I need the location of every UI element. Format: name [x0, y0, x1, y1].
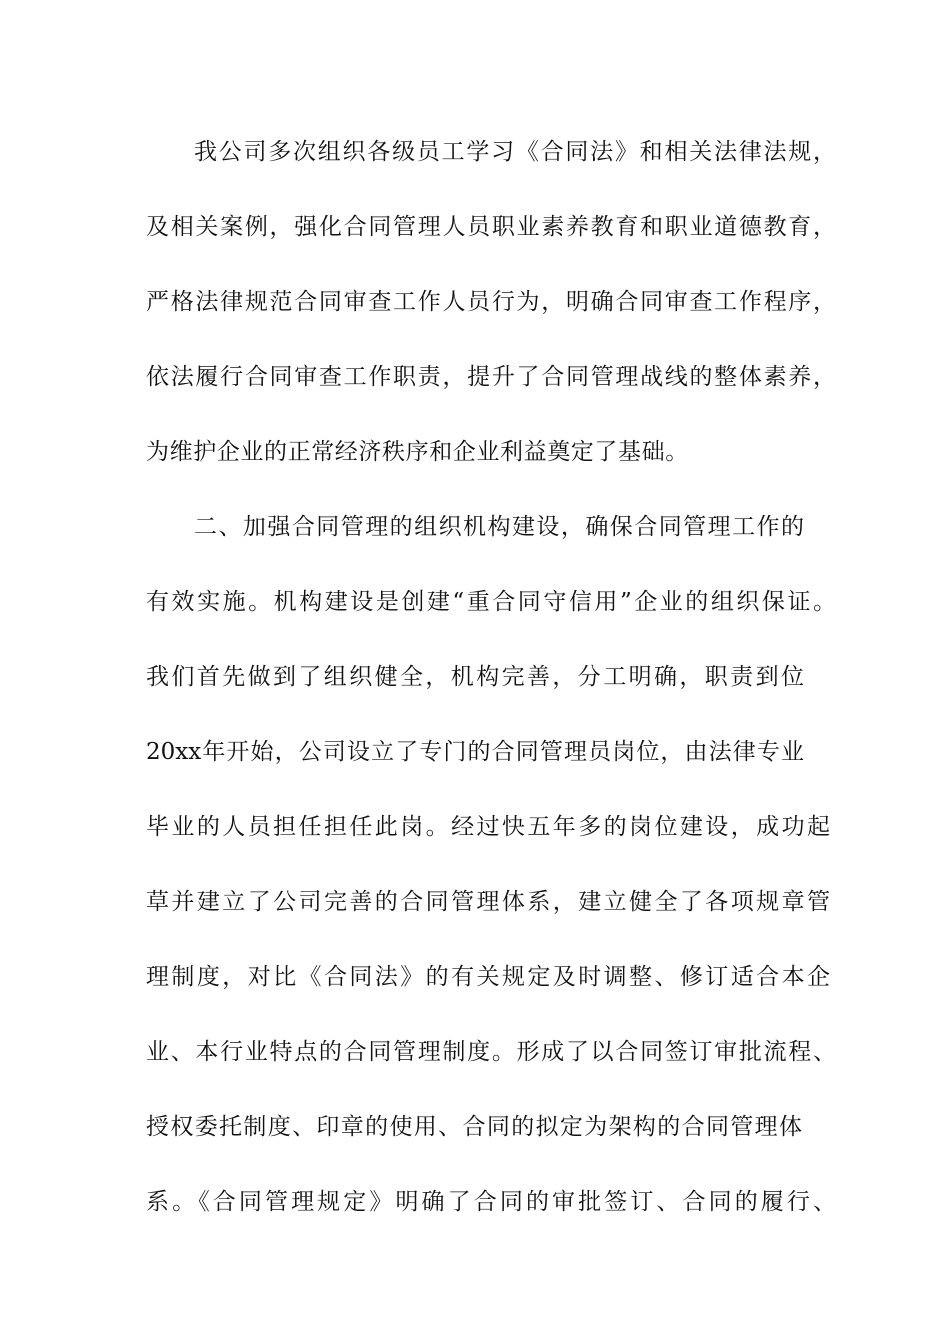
paragraph-2-line-2: 有效实施。机构建设是创建“重合同守信用”企业的组织保证。 [146, 589, 836, 615]
paragraph-2-line-6: 草并建立了公司完善的合同管理体系，建立健全了各项规章管 [146, 889, 830, 915]
paragraph-2-line-1: 二、加强合同管理的组织机构建设，确保合同管理工作的 [194, 514, 804, 540]
paragraph-1-line-3: 严格法律规范合同审查工作人员行为，明确合同审查工作程序， [146, 289, 836, 315]
paragraph-1-line-1: 我公司多次组织各级员工学习《合同法》和相关法律法规， [194, 139, 836, 165]
paragraph-2-line-4: 20xx年开始，公司设立了专门的合同管理员岗位，由法律专业 [146, 739, 804, 765]
paragraph-2-line-9: 授权委托制度、印章的使用、合同的拟定为架构的合同管理体 [146, 1114, 802, 1140]
paragraph-1-line-2: 及相关案例，强化合同管理人员职业素养教育和职业道德教育， [146, 214, 836, 240]
paragraph-2-line-7: 理制度，对比《合同法》的有关规定及时调整、修订适合本企 [146, 964, 830, 990]
paragraph-2-line-3: 我们首先做到了组织健全，机构完善，分工明确，职责到位 [146, 664, 804, 690]
paragraph-2-line-10: 系。《合同管理规定》明确了合同的审批签订、合同的履行、 [146, 1189, 836, 1215]
paragraph-1-line-5: 为维护企业的正常经济秩序和企业利益奠定了基础。 [146, 439, 689, 465]
paragraph-2-line-5: 毕业的人员担任担任此岗。经过快五年多的岗位建设，成功起 [146, 814, 830, 840]
paragraph-2-line-8: 业、本行业特点的合同管理制度。形成了以合同签订审批流程、 [146, 1039, 836, 1065]
paragraph-1-line-4: 依法履行合同审查工作职责，提升了合同管理战线的整体素养， [146, 364, 836, 390]
